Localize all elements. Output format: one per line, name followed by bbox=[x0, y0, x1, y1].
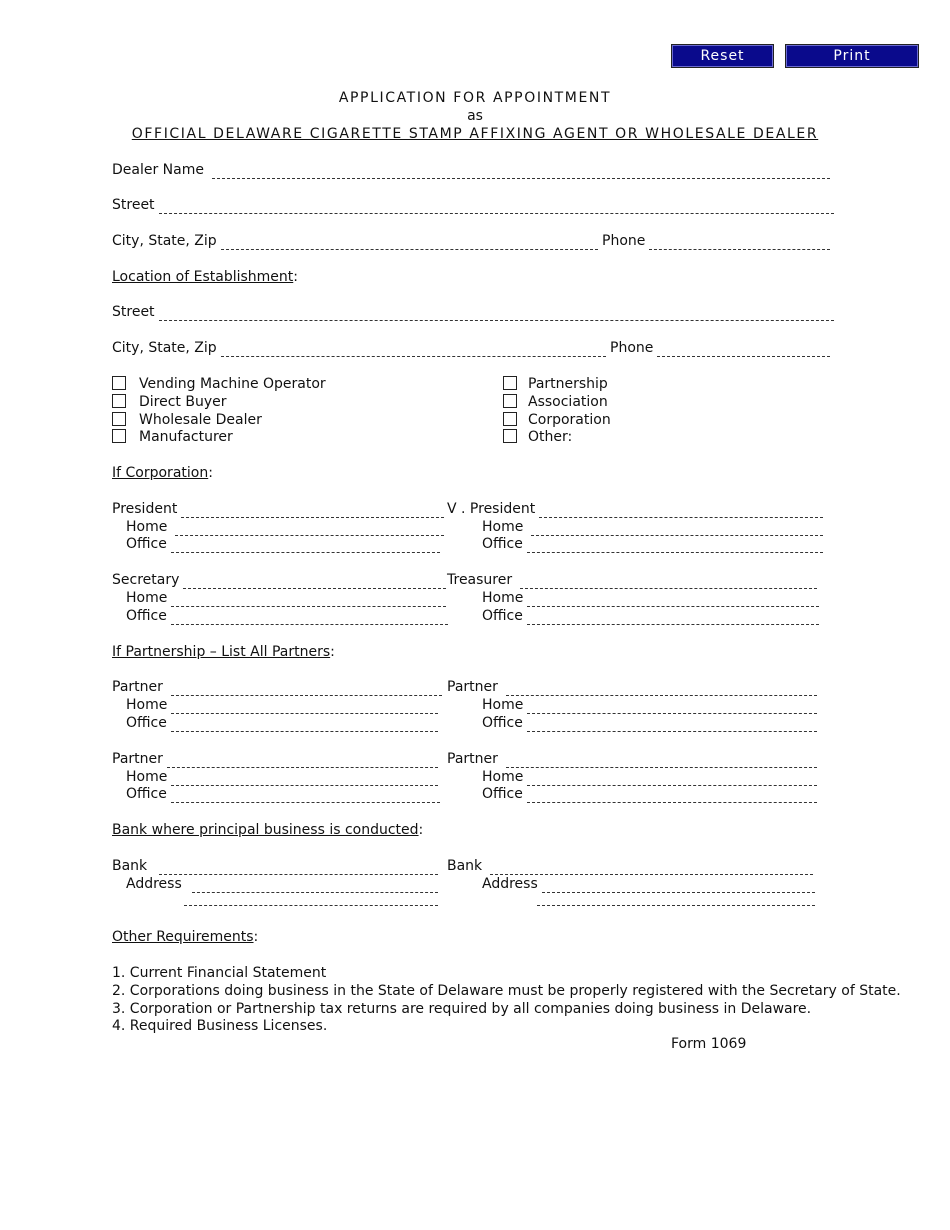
office-label: Office bbox=[482, 608, 523, 624]
partner-3-office-field[interactable] bbox=[126, 785, 440, 803]
address-label: Address bbox=[126, 876, 182, 892]
president-home-field[interactable] bbox=[126, 518, 444, 536]
partner-4-field[interactable] bbox=[447, 750, 817, 768]
dealer-street-label: Street bbox=[112, 197, 155, 213]
checkbox-partnership[interactable] bbox=[503, 376, 517, 390]
treasurer-home-field[interactable] bbox=[482, 589, 819, 607]
checkbox-label: Corporation bbox=[528, 412, 611, 428]
address-label: Address bbox=[482, 876, 538, 892]
checkbox-other[interactable] bbox=[503, 429, 517, 443]
checkbox-label: Wholesale Dealer bbox=[139, 412, 262, 428]
partner-label: Partner bbox=[447, 751, 498, 767]
requirement-item: 3. Corporation or Partnership tax returns are required by all companies doing business in Delaware. bbox=[112, 1001, 812, 1017]
office-label: Office bbox=[126, 786, 167, 802]
partner-4-office-field[interactable] bbox=[482, 785, 817, 803]
partner-1-field[interactable] bbox=[112, 678, 442, 696]
partner-4-home-field[interactable] bbox=[482, 768, 817, 786]
vice-president-home-field[interactable] bbox=[482, 518, 823, 536]
dealer-name-label: Dealer Name bbox=[112, 162, 204, 178]
bank-2-field[interactable] bbox=[447, 857, 813, 875]
bank-1-field[interactable] bbox=[112, 857, 438, 875]
office-label: Office bbox=[482, 536, 523, 552]
partner-label: Partner bbox=[112, 751, 163, 767]
checkbox-direct-buyer[interactable] bbox=[112, 394, 126, 408]
partnership-heading: If Partnership – List All Partners: bbox=[112, 644, 335, 660]
form-title: APPLICATION FOR APPOINTMENT bbox=[338, 90, 612, 106]
checkbox-vending-machine-operator[interactable] bbox=[112, 376, 126, 390]
requirement-item: 2. Corporations doing business in the State of Delaware must be properly registered with the Secretary of State. bbox=[112, 983, 901, 999]
checkbox-label: Direct Buyer bbox=[139, 394, 227, 410]
requirement-item: 4. Required Business Licenses. bbox=[112, 1018, 328, 1034]
treasurer-field[interactable] bbox=[447, 571, 817, 589]
checkbox-label: Other: bbox=[528, 429, 573, 445]
office-label: Office bbox=[126, 536, 167, 552]
corporation-heading: If Corporation: bbox=[112, 465, 213, 481]
location-street-label: Street bbox=[112, 304, 155, 320]
bank-2-address-line-2[interactable] bbox=[537, 893, 815, 906]
dealer-city-label: City, State, Zip bbox=[112, 233, 217, 249]
checkbox-label: Association bbox=[528, 394, 608, 410]
checkbox-label: Vending Machine Operator bbox=[139, 376, 326, 392]
president-office-field[interactable] bbox=[126, 535, 440, 553]
secretary-home-field[interactable] bbox=[126, 589, 446, 607]
vice-president-field[interactable] bbox=[447, 500, 823, 518]
location-city-field[interactable] bbox=[112, 339, 606, 357]
partner-3-home-field[interactable] bbox=[126, 768, 438, 786]
reset-button[interactable]: Reset bbox=[671, 44, 774, 68]
checkbox-corporation[interactable] bbox=[503, 412, 517, 426]
partner-2-office-field[interactable] bbox=[482, 714, 817, 732]
checkbox-manufacturer[interactable] bbox=[112, 429, 126, 443]
secretary-label: Secretary bbox=[112, 572, 180, 588]
home-label: Home bbox=[482, 519, 524, 535]
partner-3-field[interactable] bbox=[112, 750, 438, 768]
dealer-phone-field[interactable] bbox=[602, 232, 830, 250]
secretary-office-field[interactable] bbox=[126, 607, 448, 625]
other-requirements-heading: Other Requirements: bbox=[112, 929, 259, 945]
home-label: Home bbox=[126, 697, 168, 713]
checkbox-label: Manufacturer bbox=[139, 429, 233, 445]
requirement-item: 1. Current Financial Statement bbox=[112, 965, 327, 981]
home-label: Home bbox=[482, 590, 524, 606]
secretary-field[interactable] bbox=[112, 571, 446, 589]
partner-2-home-field[interactable] bbox=[482, 696, 817, 714]
office-label: Office bbox=[482, 715, 523, 731]
dealer-phone-label: Phone bbox=[602, 233, 646, 249]
location-phone-label: Phone bbox=[610, 340, 654, 356]
checkbox-wholesale-dealer[interactable] bbox=[112, 412, 126, 426]
bank-label: Bank bbox=[447, 858, 483, 874]
form-number: Form 1069 bbox=[671, 1036, 747, 1052]
checkbox-association[interactable] bbox=[503, 394, 517, 408]
home-label: Home bbox=[126, 769, 168, 785]
bank-1-address-field[interactable] bbox=[126, 875, 438, 893]
home-label: Home bbox=[126, 519, 168, 535]
location-street-field[interactable] bbox=[112, 303, 834, 321]
partner-1-home-field[interactable] bbox=[126, 696, 438, 714]
president-label: President bbox=[112, 501, 178, 517]
partner-label: Partner bbox=[447, 679, 498, 695]
vice-president-label: V . President bbox=[447, 501, 536, 517]
bank-2-address-field[interactable] bbox=[482, 875, 815, 893]
vice-president-office-field[interactable] bbox=[482, 535, 823, 553]
office-label: Office bbox=[126, 715, 167, 731]
president-field[interactable] bbox=[112, 500, 444, 518]
checkbox-label: Partnership bbox=[528, 376, 608, 392]
partner-label: Partner bbox=[112, 679, 163, 695]
treasurer-office-field[interactable] bbox=[482, 607, 819, 625]
partner-2-field[interactable] bbox=[447, 678, 817, 696]
home-label: Home bbox=[482, 769, 524, 785]
dealer-street-field[interactable] bbox=[112, 196, 834, 214]
home-label: Home bbox=[482, 697, 524, 713]
location-phone-field[interactable] bbox=[610, 339, 830, 357]
bank-label: Bank bbox=[112, 858, 148, 874]
bank-heading: Bank where principal business is conducted: bbox=[112, 822, 424, 838]
partner-1-office-field[interactable] bbox=[126, 714, 438, 732]
treasurer-label: Treasurer bbox=[447, 572, 513, 588]
bank-1-address-line-2[interactable] bbox=[184, 893, 438, 906]
dealer-city-field[interactable] bbox=[112, 232, 598, 250]
print-button[interactable]: Print bbox=[785, 44, 919, 68]
form-subtitle: OFFICIAL DELAWARE CIGARETTE STAMP AFFIXING AGENT OR WHOLESALE DEALER bbox=[131, 126, 819, 142]
location-city-label: City, State, Zip bbox=[112, 340, 217, 356]
dealer-name-field[interactable] bbox=[112, 161, 830, 179]
home-label: Home bbox=[126, 590, 168, 606]
location-heading: Location of Establishment: bbox=[112, 269, 298, 285]
office-label: Office bbox=[482, 786, 523, 802]
form-title-as: as bbox=[467, 108, 483, 124]
office-label: Office bbox=[126, 608, 167, 624]
